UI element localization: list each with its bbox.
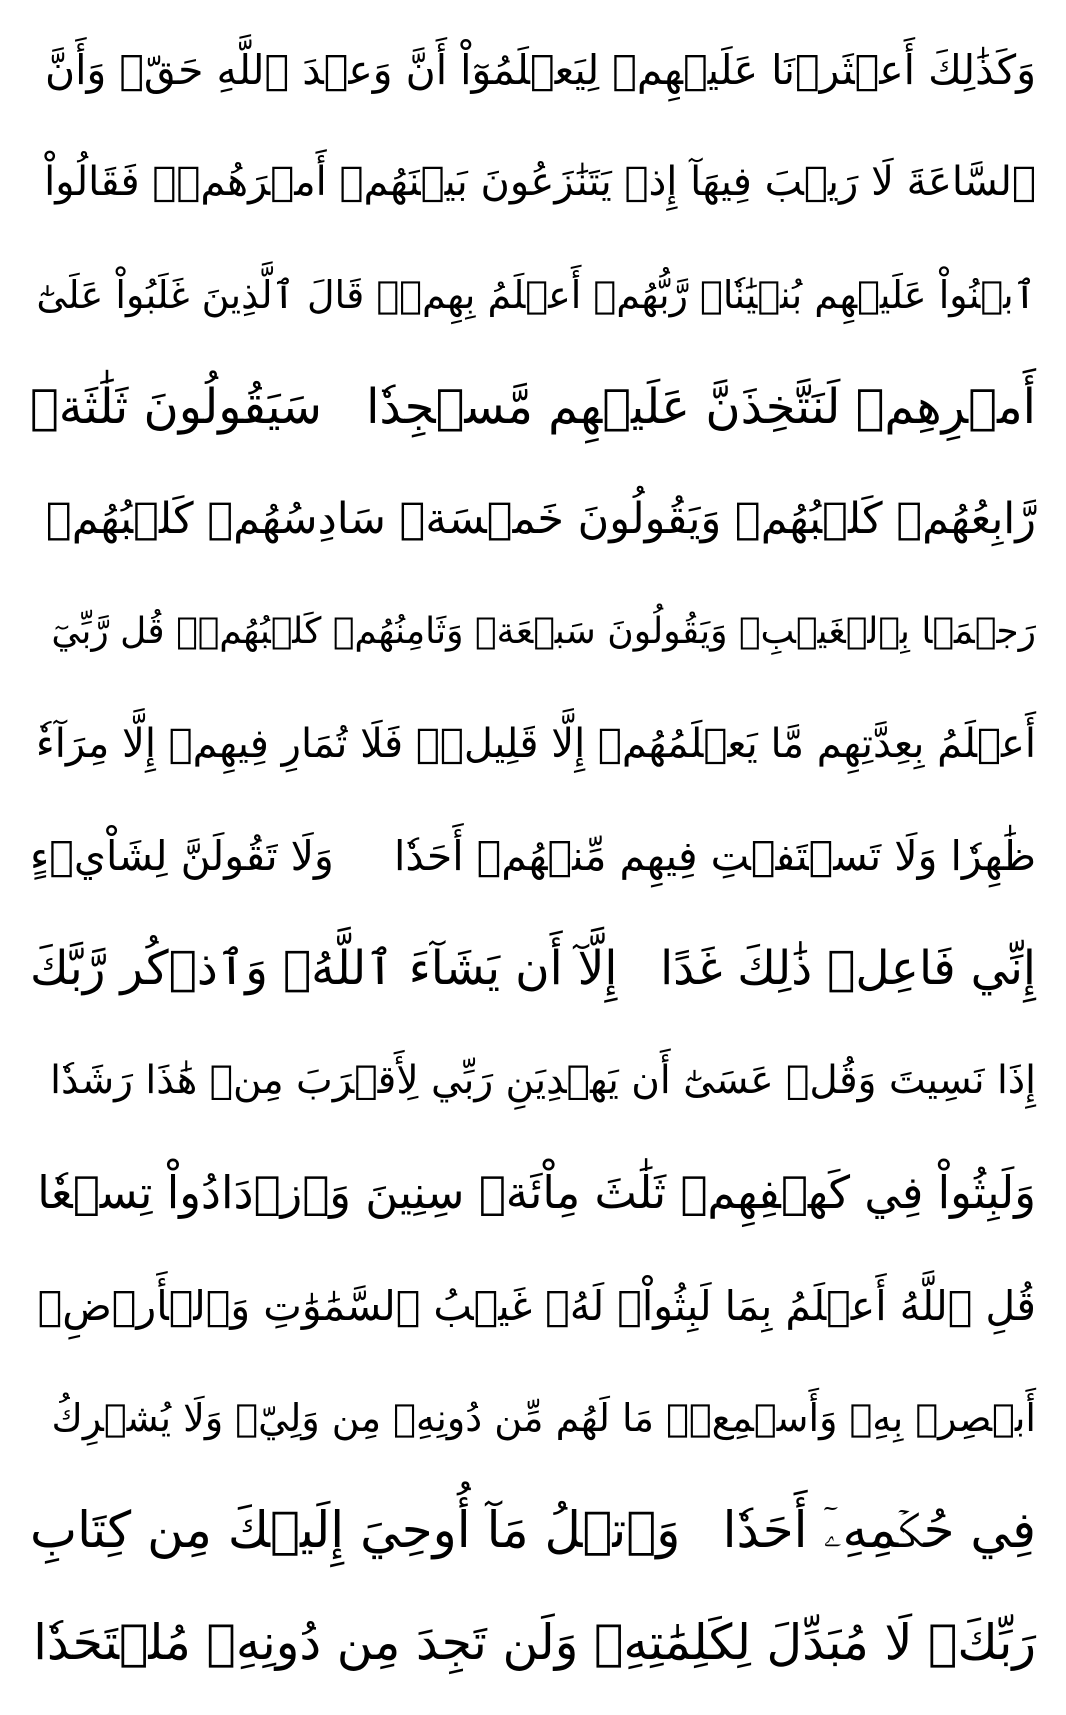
verse-line-10: [30, 1029, 1036, 1133]
verse-line-8: [30, 804, 1036, 908]
verse-text: أَمۡرِهِمۡ لَنَتَّخِذَنَّ عَلَيۡهِم مَّسۡجِدٗا: [366, 379, 1036, 436]
verse-line-7: [30, 692, 1036, 796]
verse-line-5: [30, 467, 1036, 571]
verse-text: وَٱتۡلُ مَآ أُوحِيَ إِلَيۡكَ مِن كِتَابِ: [30, 1501, 681, 1560]
verse-text: أَعۡلَمُ بِعِدَّتِهِم مَّا يَعۡلَمُهُمۡ إِلَّا قَلِيلٞۗ فَلَا تُمَارِ فِيهِمۡ إِلَّا مِرَآءٗ: [35, 721, 1036, 768]
verse-line-4: [30, 355, 1036, 459]
verse-text: رَبِّكَۖ لَا مُبَدِّلَ لِكَلِمَٰتِهِۦ وَلَن تَجِدَ مِن دُونِهِۦ مُلۡتَحَدٗا: [33, 1613, 1036, 1671]
verse-text: إِذَا نَسِيتَ وَقُلۡ عَسَىٰٓ أَن يَهۡدِيَنِ رَبِّي لِأَقۡرَبَ مِنۡ هَٰذَا رَشَدٗا: [50, 1058, 1036, 1104]
verse-text: أَبۡصِرۡ بِهِۦ وَأَسۡمِعۡۚ مَا لَهُم مِّن دُونِهِۦ مِن وَلِيّٖ وَلَا يُشۡرِكُ: [51, 1396, 1036, 1441]
verse-text: إِنِّي فَاعِلٞ ذَٰلِكَ غَدًا: [660, 940, 1036, 996]
verse-text: سَيَقُولُونَ ثَلَٰثَةٞ: [30, 379, 322, 436]
verse-line-14: [30, 1478, 1036, 1582]
verse-line-6: [30, 580, 1036, 684]
verse-text: قُلِ ٱللَّهُ أَعۡلَمُ بِمَا لَبِثُواْۖ لَهُۥ غَيۡبُ ٱلسَّمَٰوَٰتِ وَٱلۡأَرۡضِۖ: [37, 1281, 1036, 1330]
verse-text: وَلَبِثُواْ فِي كَهۡفِهِمۡ ثَلَٰثَ مِاْئَةٖ سِنِينَ وَٱزۡدَادُواْ تِسۡعٗا: [37, 1166, 1036, 1220]
verse-line-1: [30, 18, 1036, 122]
verse-line-3: [30, 243, 1036, 347]
verse-text: رَجۡمَۢا بِٱلۡغَيۡبِۖ وَيَقُولُونَ سَبۡعَةٞ وَثَامِنُهُمۡ كَلۡبُهُمۡۚ قُل رَّبِّيٓ: [51, 610, 1036, 652]
verse-line-2: [30, 130, 1036, 234]
verse-text: إِلَّآ أَن يَشَآءَ ٱللَّهُۚ وَٱذۡكُر رَّبَّكَ: [30, 940, 618, 996]
verse-text: رَّابِعُهُمۡ كَلۡبُهُمۡ وَيَقُولُونَ خَمۡسَةٞ سَادِسُهُمۡ كَلۡبُهُمۡ: [45, 494, 1036, 545]
verse-text: وَلَا تَقُولَنَّ لِشَاْيۡءٍ: [30, 832, 334, 881]
verse-text: ظَٰهِرٗا وَلَا تَسۡتَفۡتِ فِيهِم مِّنۡهُمۡ أَحَدٗا: [394, 832, 1036, 881]
verse-line-11: [30, 1141, 1036, 1245]
verse-text: ٱبۡنُواْ عَلَيۡهِم بُنۡيَٰنٗاۖ رَّبُّهُمۡ أَعۡلَمُ بِهِمۡۚ قَالَ ٱلَّذِينَ غَلَبُواْ عَلَىٰٓ: [36, 272, 1036, 317]
verse-line-13: [30, 1366, 1036, 1470]
verse-text: وَكَذَٰلِكَ أَعۡثَرۡنَا عَلَيۡهِمۡ لِيَعۡلَمُوٓاْ أَنَّ وَعۡدَ ٱللَّهِ حَقّٞ وَأَنَّ: [45, 46, 1036, 94]
verse-line-9: [30, 917, 1036, 1021]
verse-text: فِي حُكۡمِهِۦٓ أَحَدٗا: [722, 1501, 1036, 1560]
verse-line-15: [30, 1591, 1036, 1695]
verse-line-12: [30, 1254, 1036, 1358]
verse-text: ٱلسَّاعَةَ لَا رَيۡبَ فِيهَآ إِذۡ يَتَنَٰزَعُونَ بَيۡنَهُمۡ أَمۡرَهُمۡۖ فَقَالُواْ: [44, 159, 1036, 206]
